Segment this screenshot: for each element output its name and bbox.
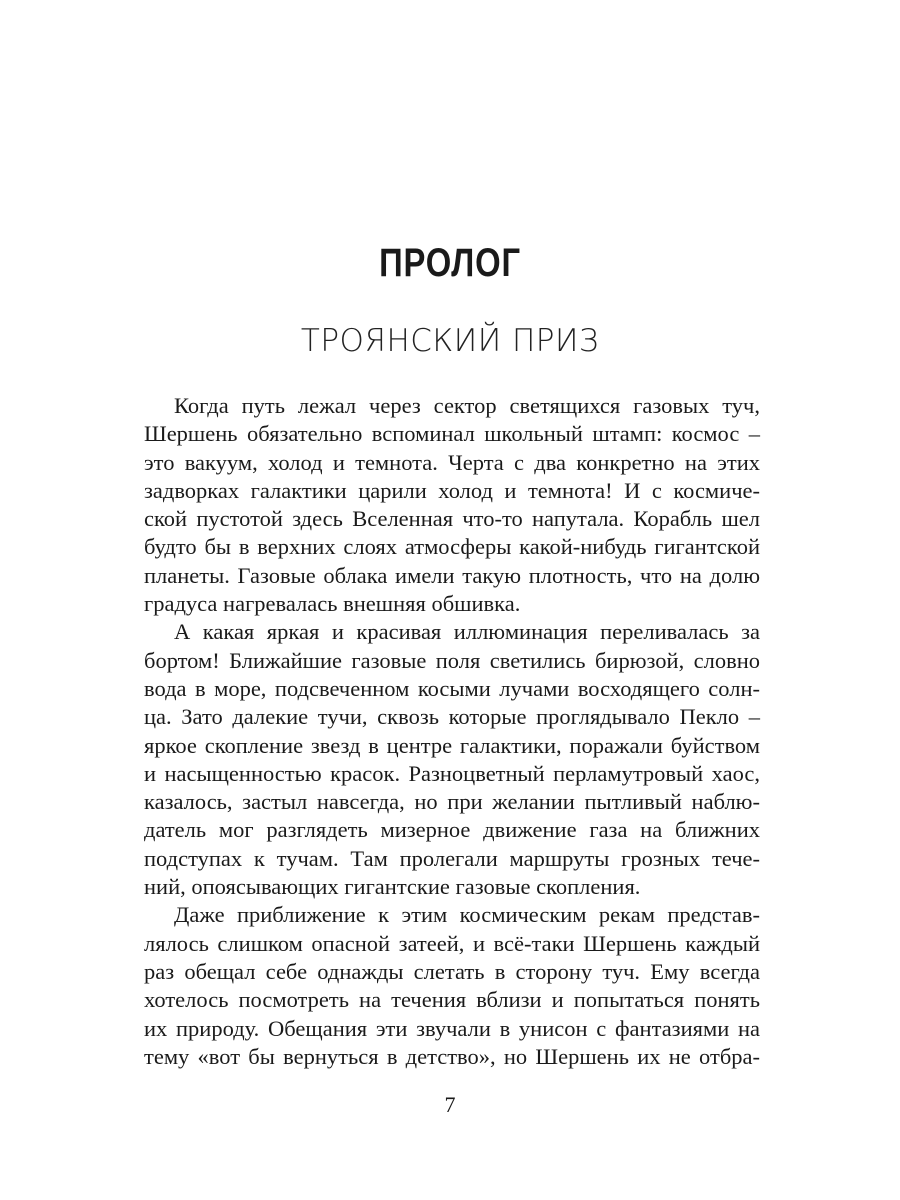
body-text xyxy=(144,392,760,1071)
text-line: и насыщенностью красок. Разноцветный перламутровый хаос, xyxy=(144,760,760,786)
text-line: бортом! Ближайшие газовые поля светились бирюзой, словно xyxy=(144,647,760,673)
text-line: тему «вот бы вернуться в детство», но Шершень их не отбра- xyxy=(144,1043,760,1069)
text-line: Когда путь лежал через сектор светящихся газовых туч, xyxy=(174,393,760,418)
text-line: задворках галактики царили холод и темнота! И с космиче- xyxy=(144,477,760,503)
text-line: лялось слишком опасной затеей, и всё-таки Шершень каждый xyxy=(144,930,760,956)
text-line: подступах к тучам. Там пролегали маршруты грозных тече- xyxy=(144,845,760,871)
text-line: ца. Зато далекие тучи, сквозь которые проглядывало Пекло – xyxy=(144,704,760,730)
paragraph xyxy=(144,392,760,618)
paragraph xyxy=(144,901,760,1071)
paragraph xyxy=(144,618,760,901)
text-line: казалось, застыл навсегда, но при желании пытливый наблю- xyxy=(144,789,760,815)
text-line: вода в море, подсвеченном косыми лучами восходящего солн- xyxy=(144,675,760,701)
text-line: планеты. Газовые облака имели такую плотность, что на долю xyxy=(144,562,760,588)
text-line: А какая яркая и красивая иллюминация переливалась за xyxy=(174,619,760,645)
page-number: 7 xyxy=(444,1092,456,1117)
text-line: градуса нагревалась внешняя обшивка. xyxy=(144,591,521,617)
chapter-title: ПРОЛОГ xyxy=(379,241,521,285)
text-line: это вакуум, холод и темнота. Черта с два конкретно на этих xyxy=(144,449,760,475)
text-line: яркое скопление звезд в центре галактики, поражали буйством xyxy=(144,732,760,758)
text-line: Даже приближение к этим космическим рекам представ- xyxy=(174,902,760,928)
text-line: Шершень обязательно вспоминал школьный штамп: космос – xyxy=(144,421,760,447)
text-line: датель мог разглядеть мизерное движение газа на ближних xyxy=(144,817,760,843)
text-line: хотелось посмотреть на течения вблизи и попытаться понять xyxy=(144,987,760,1013)
chapter-subtitle: ТРОЯНСКИЙ ПРИЗ xyxy=(300,323,600,359)
text-line: будто бы в верхних слоях атмосферы какой-нибудь гигантской xyxy=(144,534,760,560)
text-line: ний, опоясывающих гигантские газовые скопления. xyxy=(144,874,641,900)
text-line: раз обещал себе однажды слетать в сторону туч. Ему всегда xyxy=(144,958,760,984)
text-line: их природу. Обещания эти звучали в унисон с фантазиями на xyxy=(144,1015,760,1041)
text-line: ской пустотой здесь Вселенная что-то напутала. Корабль шел xyxy=(144,506,760,532)
